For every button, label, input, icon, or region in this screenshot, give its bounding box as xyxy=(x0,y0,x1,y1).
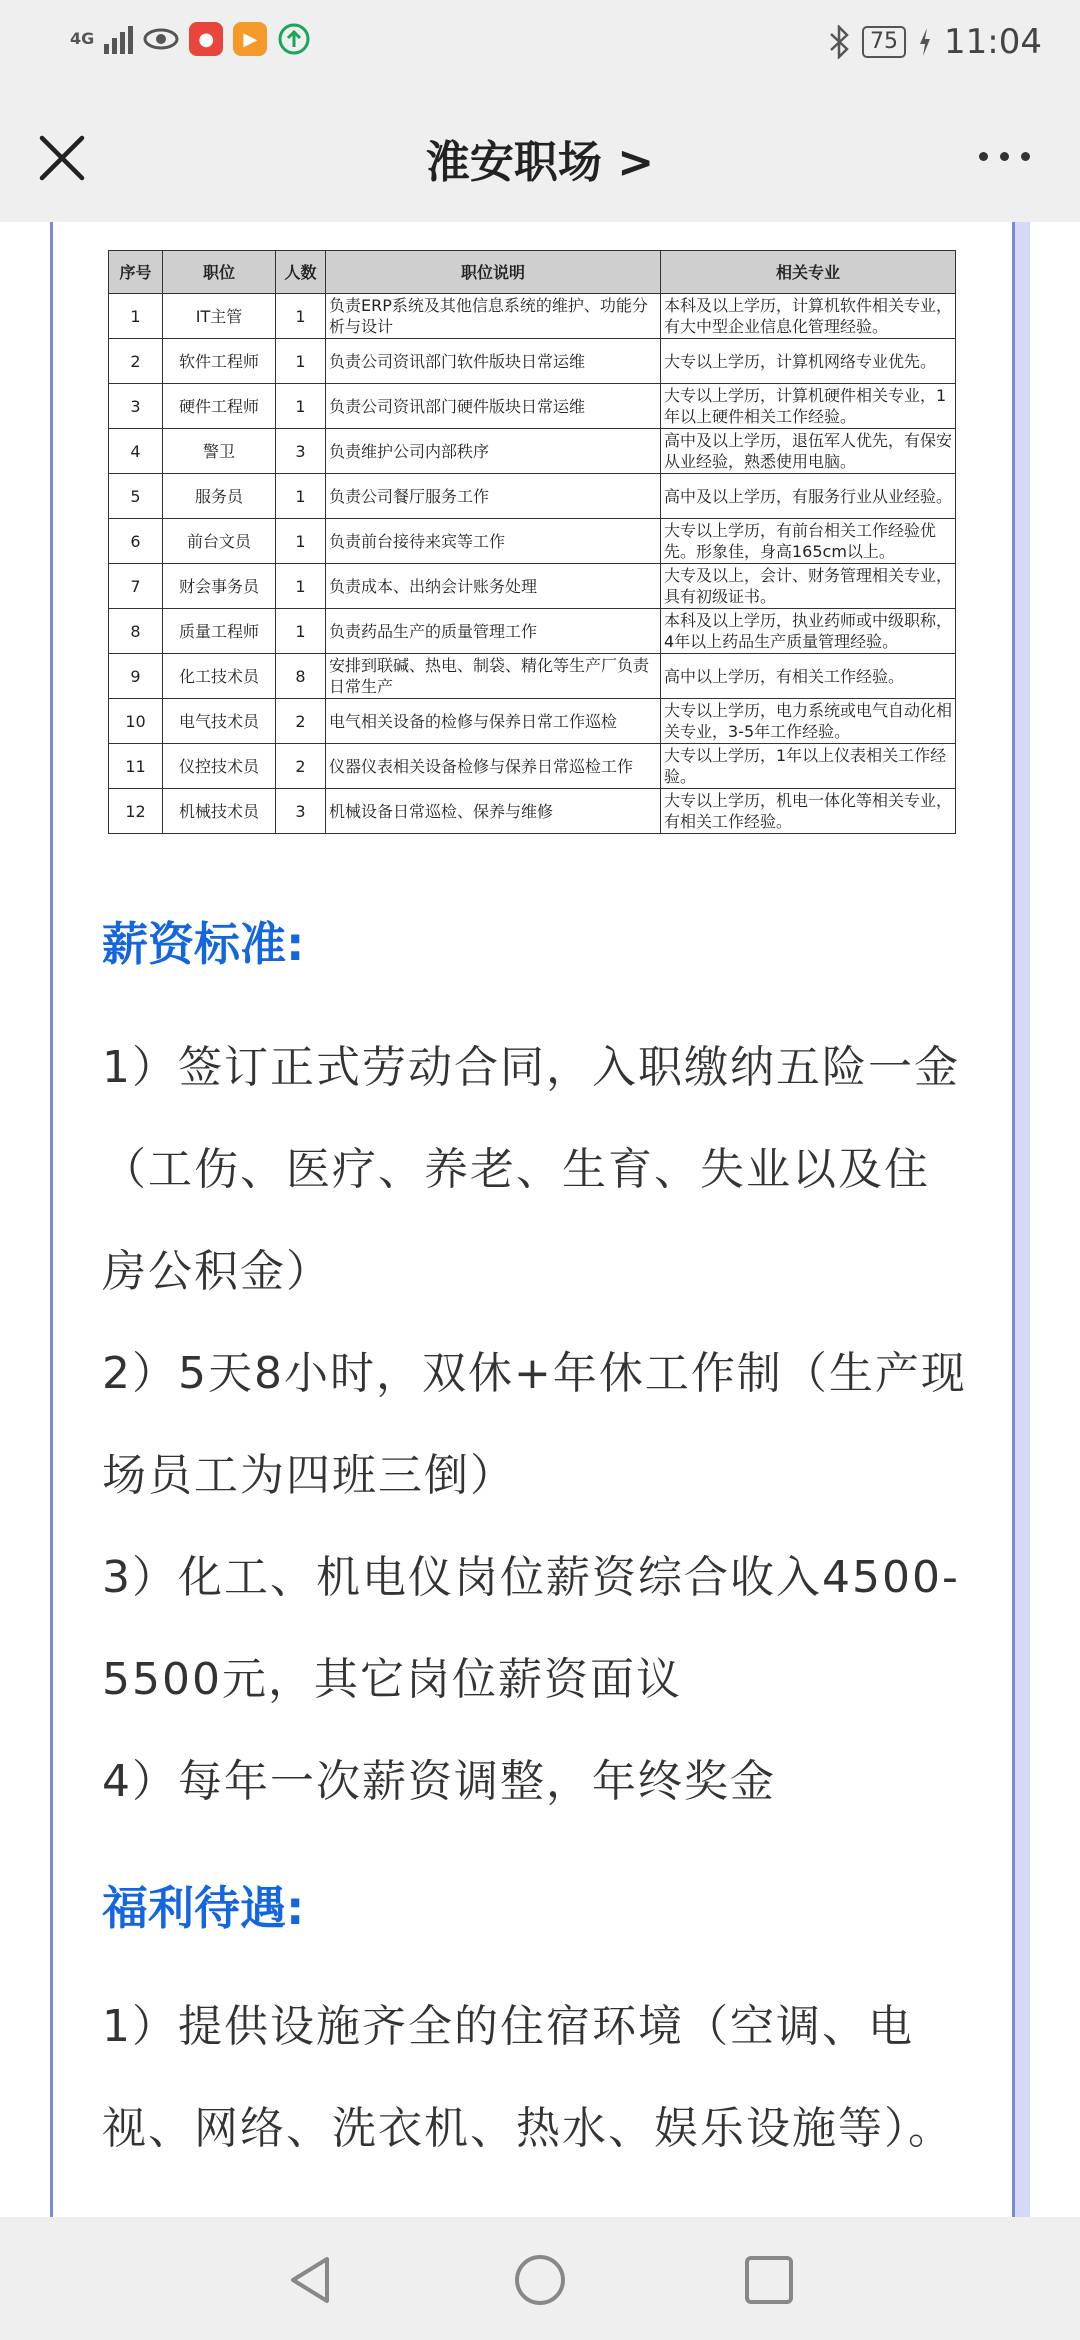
eye-icon xyxy=(143,27,179,51)
table-row xyxy=(109,429,956,474)
requirements: 大专及以上，会计、财务管理相关专业，具有初级证书。 xyxy=(661,564,956,609)
row-number: 9 xyxy=(109,654,163,699)
job-title: 警卫 xyxy=(163,429,276,474)
row-number: 12 xyxy=(109,789,163,834)
clock: 11:04 xyxy=(944,22,1042,62)
job-title: 机械技术员 xyxy=(163,789,276,834)
job-description: 仪器仪表相关设备检修与保养日常巡检工作 xyxy=(326,744,661,789)
requirements: 大专以上学历，计算机网络专业优先。 xyxy=(661,339,956,384)
charging-icon xyxy=(918,27,932,57)
requirements: 本科及以上学历，执业药师或中级职称，4年以上药品生产质量管理经验。 xyxy=(661,609,956,654)
salary-item: 1）签订正式劳动合同，入职缴纳五险一金（工伤、医疗、养老、生育、失业以及住房公积金） xyxy=(102,1042,960,1297)
app-orange-icon: ▶ xyxy=(233,22,267,56)
job-title: 前台文员 xyxy=(163,519,276,564)
job-title: 质量工程师 xyxy=(163,609,276,654)
job-title: IT主管 xyxy=(163,294,276,339)
job-title: 电气技术员 xyxy=(163,699,276,744)
col-header: 人数 xyxy=(276,251,326,294)
table-row xyxy=(109,699,956,744)
table-row xyxy=(109,294,956,339)
right-border xyxy=(1012,222,1030,2217)
status-bar xyxy=(0,0,1080,92)
table-row xyxy=(109,564,956,609)
requirements: 高中及以上学历，有服务行业从业经验。 xyxy=(661,474,956,519)
signal-icon xyxy=(104,24,133,54)
headcount: 1 xyxy=(276,474,326,519)
table-row xyxy=(109,474,956,519)
headcount: 1 xyxy=(276,609,326,654)
headcount: 1 xyxy=(276,564,326,609)
bluetooth-icon xyxy=(828,25,850,59)
job-title: 仪控技术员 xyxy=(163,744,276,789)
requirements: 大专以上学历，电力系统或电气自动化相关专业，3-5年工作经验。 xyxy=(661,699,956,744)
table-row xyxy=(109,654,956,699)
requirements: 大专以上学历，机电一体化等相关专业，有相关工作经验。 xyxy=(661,789,956,834)
headcount: 2 xyxy=(276,699,326,744)
job-title: 软件工程师 xyxy=(163,339,276,384)
job-description: 负责维护公司内部秩序 xyxy=(326,429,661,474)
salary-item: 4）每年一次薪资调整，年终奖金 xyxy=(102,1756,776,1807)
headcount: 3 xyxy=(276,429,326,474)
benefit-item: 1）提供设施齐全的住宿环境（空调、电视、网络、洗衣机、热水、娱乐设施等）。 xyxy=(102,2001,954,2154)
table-row xyxy=(109,744,956,789)
col-header: 职位 xyxy=(163,251,276,294)
job-title: 服务员 xyxy=(163,474,276,519)
app-green-icon xyxy=(277,22,311,56)
headcount: 1 xyxy=(276,384,326,429)
home-icon[interactable] xyxy=(513,2253,567,2307)
job-title: 化工技术员 xyxy=(163,654,276,699)
table-row xyxy=(109,384,956,429)
benefits-title: 福利待遇: xyxy=(102,1881,305,1935)
salary-item: 2）5天8小时，双休+年休工作制（生产现场员工为四班三倒） xyxy=(102,1348,967,1501)
article-content[interactable] xyxy=(0,222,1080,2217)
requirements: 高中以上学历，有相关工作经验。 xyxy=(661,654,956,699)
row-number: 7 xyxy=(109,564,163,609)
headcount: 1 xyxy=(276,339,326,384)
status-right xyxy=(828,22,1042,62)
job-table xyxy=(108,250,956,834)
row-number: 6 xyxy=(109,519,163,564)
row-number: 1 xyxy=(109,294,163,339)
requirements: 本科及以上学历，计算机软件相关专业，有大中型企业信息化管理经验。 xyxy=(661,294,956,339)
col-header: 序号 xyxy=(109,251,163,294)
row-number: 2 xyxy=(109,339,163,384)
app-red-icon: ● xyxy=(189,22,223,56)
requirements: 大专以上学历，1年以上仪表相关工作经验。 xyxy=(661,744,956,789)
row-number: 10 xyxy=(109,699,163,744)
job-description: 负责公司资讯部门硬件版块日常运维 xyxy=(326,384,661,429)
title-bar xyxy=(0,92,1080,222)
job-description: 机械设备日常巡检、保养与维修 xyxy=(326,789,661,834)
row-number: 11 xyxy=(109,744,163,789)
salary-item: 3）化工、机电仪岗位薪资综合收入4500-5500元，其它岗位薪资面议 xyxy=(102,1552,960,1705)
job-description: 负责前台接待来宾等工作 xyxy=(326,519,661,564)
headcount: 1 xyxy=(276,294,326,339)
col-header: 相关专业 xyxy=(661,251,956,294)
requirements: 大专以上学历，计算机硬件相关专业，1年以上硬件相关工作经验。 xyxy=(661,384,956,429)
row-number: 5 xyxy=(109,474,163,519)
table-row xyxy=(109,519,956,564)
row-number: 3 xyxy=(109,384,163,429)
row-number: 4 xyxy=(109,429,163,474)
table-row xyxy=(109,789,956,834)
job-description: 电气相关设备的检修与保养日常工作巡检 xyxy=(326,699,661,744)
headcount: 8 xyxy=(276,654,326,699)
more-options-icon[interactable] xyxy=(979,152,1030,161)
battery-level: 75 xyxy=(862,26,906,58)
back-icon[interactable] xyxy=(283,2253,337,2307)
job-description: 负责药品生产的质量管理工作 xyxy=(326,609,661,654)
job-description: 负责公司资讯部门软件版块日常运维 xyxy=(326,339,661,384)
table-row xyxy=(109,609,956,654)
col-header: 职位说明 xyxy=(326,251,661,294)
headcount: 1 xyxy=(276,519,326,564)
left-border xyxy=(50,222,53,2217)
page-title[interactable]: 淮安职场 > xyxy=(425,137,655,188)
navigation-bar xyxy=(0,2217,1080,2340)
table-row xyxy=(109,339,956,384)
recents-icon[interactable] xyxy=(742,2253,796,2307)
salary-title: 薪资标准: xyxy=(102,917,305,971)
job-title: 财会事务员 xyxy=(163,564,276,609)
requirements: 高中及以上学历，退伍军人优先，有保安从业经验，熟悉使用电脑。 xyxy=(661,429,956,474)
job-description: 负责成本、出纳会计账务处理 xyxy=(326,564,661,609)
headcount: 2 xyxy=(276,744,326,789)
job-description: 负责ERP系统及其他信息系统的维护、功能分析与设计 xyxy=(326,294,661,339)
job-description: 负责公司餐厅服务工作 xyxy=(326,474,661,519)
requirements: 大专以上学历，有前台相关工作经验优先。形象佳，身高165cm以上。 xyxy=(661,519,956,564)
network-type: 4G xyxy=(70,29,95,48)
status-left xyxy=(70,22,311,56)
row-number: 8 xyxy=(109,609,163,654)
job-description: 安排到联碱、热电、制袋、精化等生产厂负责日常生产 xyxy=(326,654,661,699)
job-title: 硬件工程师 xyxy=(163,384,276,429)
headcount: 3 xyxy=(276,789,326,834)
table-header-row xyxy=(109,251,956,294)
